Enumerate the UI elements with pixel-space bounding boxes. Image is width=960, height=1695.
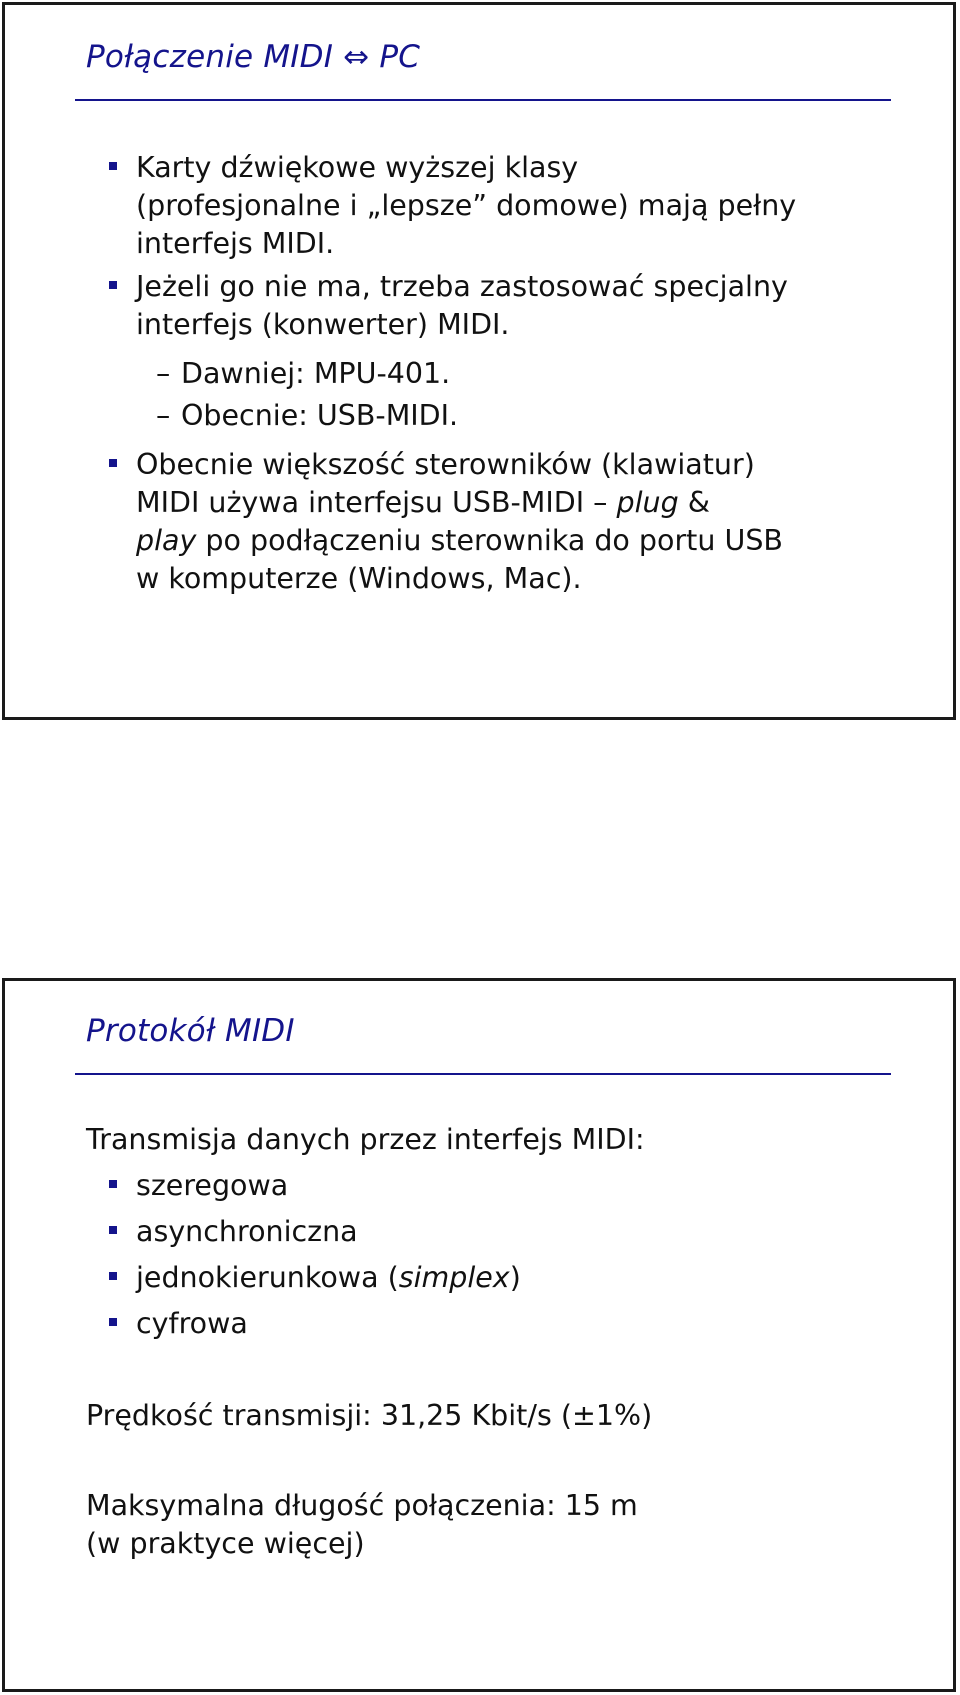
bullet-text: (profesjonalne i „lepsze” domowe) mają pełny bbox=[136, 189, 797, 222]
square-bullet-icon bbox=[109, 1318, 117, 1326]
text-segment: ) bbox=[509, 1261, 521, 1294]
title-text: Połączenie MIDI bbox=[86, 39, 334, 75]
title-suffix: PC bbox=[379, 39, 421, 75]
bullet-text: interfejs MIDI. bbox=[136, 227, 335, 260]
list-item: cyfrowa bbox=[136, 1307, 248, 1340]
italic-text: play bbox=[136, 524, 197, 557]
bullet-text: Obecnie większość sterowników (klawiatur) bbox=[136, 448, 755, 481]
speed-text: Prędkość transmisji: 31,25 Kbit/s (±1%) bbox=[86, 1399, 653, 1432]
square-bullet-icon bbox=[109, 459, 117, 467]
bullet-text: w komputerze (Windows, Mac). bbox=[136, 562, 582, 595]
dash-bullet: – bbox=[156, 399, 171, 432]
square-bullet-icon bbox=[109, 1272, 117, 1280]
title-underline bbox=[75, 99, 891, 101]
text-segment: MIDI używa interfejsu USB-MIDI – bbox=[136, 486, 617, 519]
max-length-note: (w praktyce więcej) bbox=[86, 1527, 365, 1560]
list-item bbox=[136, 1261, 521, 1294]
square-bullet-icon bbox=[109, 1226, 117, 1234]
list-item: asynchroniczna bbox=[136, 1215, 358, 1248]
bullet-text bbox=[136, 486, 710, 519]
sub-bullet-text: Dawniej: MPU-401. bbox=[181, 357, 451, 390]
dash-bullet: – bbox=[156, 357, 171, 390]
slide-midi-pc-connection bbox=[2, 2, 956, 720]
square-bullet-icon bbox=[109, 1180, 117, 1188]
square-bullet-icon bbox=[109, 162, 117, 170]
slide-title bbox=[86, 39, 420, 75]
bullet-text: Jeżeli go nie ma, trzeba zastosować specjalny bbox=[136, 270, 788, 303]
slide-title: Protokół MIDI bbox=[86, 1013, 295, 1049]
bullet-text: interfejs (konwerter) MIDI. bbox=[136, 308, 510, 341]
square-bullet-icon bbox=[109, 281, 117, 289]
bullet-text: Karty dźwiękowe wyższej klasy bbox=[136, 151, 579, 184]
text-segment: po podłączeniu sterownika do portu USB bbox=[196, 524, 783, 557]
italic-text: simplex bbox=[398, 1261, 510, 1294]
text-segment: jednokierunkowa ( bbox=[136, 1261, 399, 1294]
list-item: szeregowa bbox=[136, 1169, 289, 1202]
intro-text: Transmisja danych przez interfejs MIDI: bbox=[86, 1123, 645, 1156]
bullet-text bbox=[136, 524, 783, 557]
sub-bullet-text: Obecnie: USB-MIDI. bbox=[181, 399, 459, 432]
title-underline bbox=[75, 1073, 891, 1075]
text-segment: & bbox=[678, 486, 710, 519]
slide-midi-protocol bbox=[2, 978, 956, 1692]
italic-text: plug bbox=[616, 486, 679, 519]
double-arrow-icon: ⇔ bbox=[343, 39, 370, 75]
max-length-text: Maksymalna długość połączenia: 15 m bbox=[86, 1489, 638, 1522]
